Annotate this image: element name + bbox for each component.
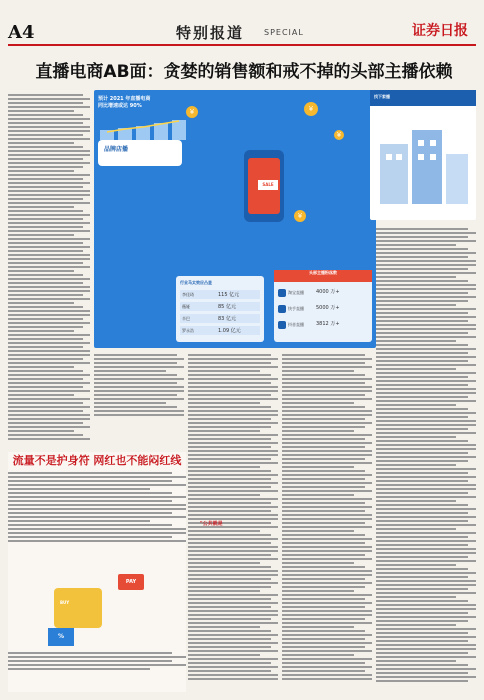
ranking-name: 李佳琦 bbox=[182, 292, 194, 297]
section-title: 特别报道 bbox=[176, 24, 245, 42]
article-headline: 直播电商AB面：贪婪的销售额和戒不掉的头部主播依赖 bbox=[35, 62, 453, 82]
infographic-stat-line1: 预计 2021 年直播电商 bbox=[98, 96, 151, 102]
page-number: A4 bbox=[8, 22, 35, 43]
coin-icon: ¥ bbox=[334, 130, 344, 140]
platform-icon bbox=[278, 289, 286, 297]
sale-tag: SALE bbox=[258, 180, 278, 190]
ranking-value: 83 亿元 bbox=[218, 316, 236, 322]
platform-name: 抖音直播 bbox=[288, 322, 304, 327]
ranking-title: 行业马太效应凸显 bbox=[180, 280, 212, 285]
ranking-name: 辛巴 bbox=[182, 316, 190, 321]
platform-name: 淘宝直播 bbox=[288, 290, 304, 295]
fans-box bbox=[274, 270, 372, 342]
platform-name: 快手直播 bbox=[288, 306, 304, 311]
ranking-name: 薇娅 bbox=[182, 304, 190, 309]
coin-icon: ¥ bbox=[186, 106, 198, 118]
article-column-right bbox=[376, 226, 476, 684]
ranking-value: 85 亿元 bbox=[218, 304, 236, 310]
pay-tag: PAY bbox=[118, 574, 144, 590]
article-column-left bbox=[8, 92, 90, 442]
brand-live-box bbox=[98, 140, 182, 166]
right-info-title: 找下家播 bbox=[374, 94, 390, 99]
ranking-value: 115 亿元 bbox=[218, 292, 240, 298]
fans-row bbox=[278, 288, 368, 298]
ranking-row bbox=[180, 326, 260, 335]
phone-illustration bbox=[244, 150, 284, 222]
article-column-bottom bbox=[8, 650, 186, 690]
article-column-mid bbox=[188, 352, 278, 682]
coin-icon: ¥ bbox=[304, 102, 318, 116]
platform-icon bbox=[278, 305, 286, 313]
brand-live-title: 品牌店播 bbox=[104, 146, 129, 153]
ranking-box bbox=[176, 276, 264, 342]
building-illustration bbox=[370, 114, 476, 210]
header-rule bbox=[8, 44, 476, 46]
percent-tag: % bbox=[48, 628, 74, 646]
newspaper-masthead: 证券日报 bbox=[412, 23, 468, 39]
subhead-mid-2: "公共就是 bbox=[200, 521, 223, 527]
ranking-row bbox=[180, 314, 260, 323]
page-header bbox=[0, 0, 484, 44]
right-info-header bbox=[370, 90, 476, 106]
article-column-mid-left bbox=[94, 352, 184, 448]
cart-label: BUY bbox=[60, 600, 70, 605]
chart-bar bbox=[172, 120, 186, 140]
fans-value: 3812 万+ bbox=[316, 321, 340, 327]
platform-icon bbox=[278, 321, 286, 329]
ranking-name: 罗永浩 bbox=[182, 328, 194, 333]
fans-value: 4000 万+ bbox=[316, 289, 340, 295]
infographic bbox=[94, 90, 376, 348]
feature-text bbox=[8, 470, 186, 580]
shopping-cart-illustration bbox=[54, 588, 102, 628]
fans-title: 头部主播粉丝数 bbox=[274, 270, 372, 282]
coin-icon: ¥ bbox=[294, 210, 306, 222]
ranking-row bbox=[180, 290, 260, 299]
fans-row bbox=[278, 304, 368, 314]
article-column-mid-right bbox=[282, 352, 372, 682]
feature-title: 流量不是护身符 网红也不能闷红线 bbox=[12, 454, 182, 467]
section-title-en: SPECIAL bbox=[264, 28, 304, 37]
infographic-stat-line2: 同比增速或达 90% bbox=[98, 103, 142, 109]
ranking-row bbox=[180, 302, 260, 311]
fans-row bbox=[278, 320, 368, 330]
phone-screen bbox=[248, 158, 280, 214]
right-info-box bbox=[370, 90, 476, 220]
ranking-value: 1.09 亿元 bbox=[218, 328, 241, 334]
growth-chart bbox=[98, 118, 238, 140]
fans-value: 5000 万+ bbox=[316, 305, 340, 311]
